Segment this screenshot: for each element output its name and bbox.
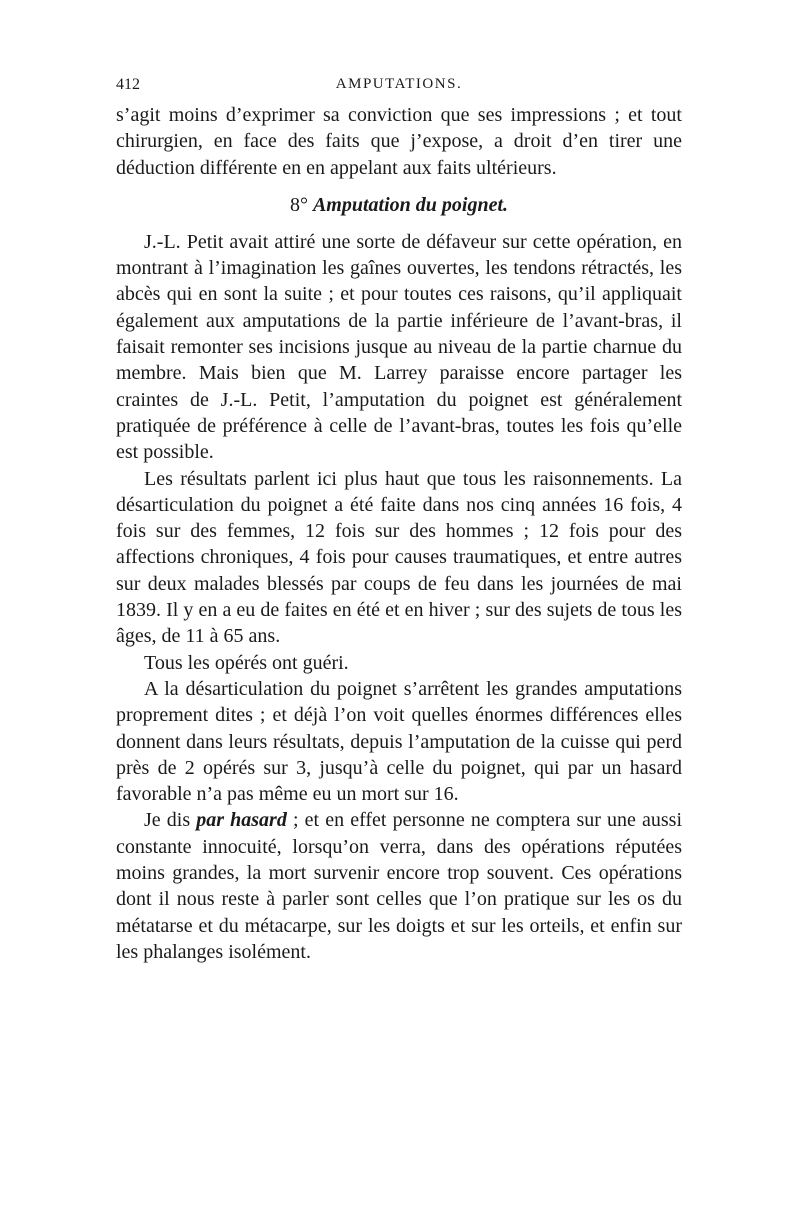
- paragraph: A la désarticulation du poignet s’arrêtent les grandes amputations proprement dites ; et déjà l’on voit quelles énormes différences elles donnent dans leurs résultats, depuis l’amputation de la cuisse qui perd près de 2 opérés sur 3, jusqu’à celle du poignet, qui par un hasard favorable n’a pas même eu un mort sur 16.: [116, 677, 682, 806]
- running-title: AMPUTATIONS.: [335, 76, 463, 92]
- running-header: [116, 76, 682, 102]
- paragraph-last: [116, 807, 682, 965]
- section-heading: [116, 192, 682, 218]
- book-page: [116, 76, 682, 965]
- emphasis-text: par hasard: [196, 809, 287, 832]
- page-number: 412: [116, 76, 140, 93]
- body-text: [116, 102, 682, 965]
- paragraph-continuation: s’agit moins d’exprimer sa conviction que ses impressions ; et tout chirurgien, en face des faits que j’expose, a droit d’en tirer une déduction différente en en appelant aux faits ultérieurs.: [116, 104, 682, 179]
- section-title: Amputation du poignet.: [312, 193, 509, 216]
- paragraph-lead: Je dis: [144, 809, 191, 832]
- paragraph: Tous les opérés ont guéri.: [144, 651, 349, 674]
- paragraph-rest: ; et en effet personne ne comptera sur une aussi constante innocuité, lorsqu’on verra, dans des opérations réputées moins grandes, la mort survenir encore trop souvent. Ces opérations dont il nous reste à parler sont celles que l’on pratique sur les os du métatarse et du métacarpe, sur les doigts et sur les orteils, et enfin sur les phalanges isolément.: [116, 809, 683, 963]
- paragraph: Les résultats parlent ici plus haut que tous les raisonnements. La désarticulation du poignet a été faite dans nos cinq années 16 fois, 4 fois sur des femmes, 12 fois sur des hommes ; 12 fois pour des affections chroniques, 4 fois pour causes traumatiques, et entre autres sur deux malades blessés par coups de feu dans les journées de mai 1839. Il y en a eu de faites en été et en hiver ; sur des sujets de tous les âges, de 11 à 65 ans.: [116, 467, 682, 648]
- paragraph: J.-L. Petit avait attiré une sorte de défaveur sur cette opération, en montrant à l’imagination les gaînes ouvertes, les tendons rétractés, les abcès qui en sont la suite ; et pour toutes ces raisons, qu’il appliquait également aux amputations de la partie inférieure de l’avant-bras, il faisait remonter ses incisions jusque au niveau de la partie charnue du membre. Mais bien que M. Larrey paraisse encore partager les craintes de J.-L. Petit, l’amputation du poignet est généralement pratiquée de préférence à celle de l’avant-bras, toutes les fois qu’elle est possible.: [116, 230, 682, 464]
- section-number: 8°: [289, 193, 308, 216]
